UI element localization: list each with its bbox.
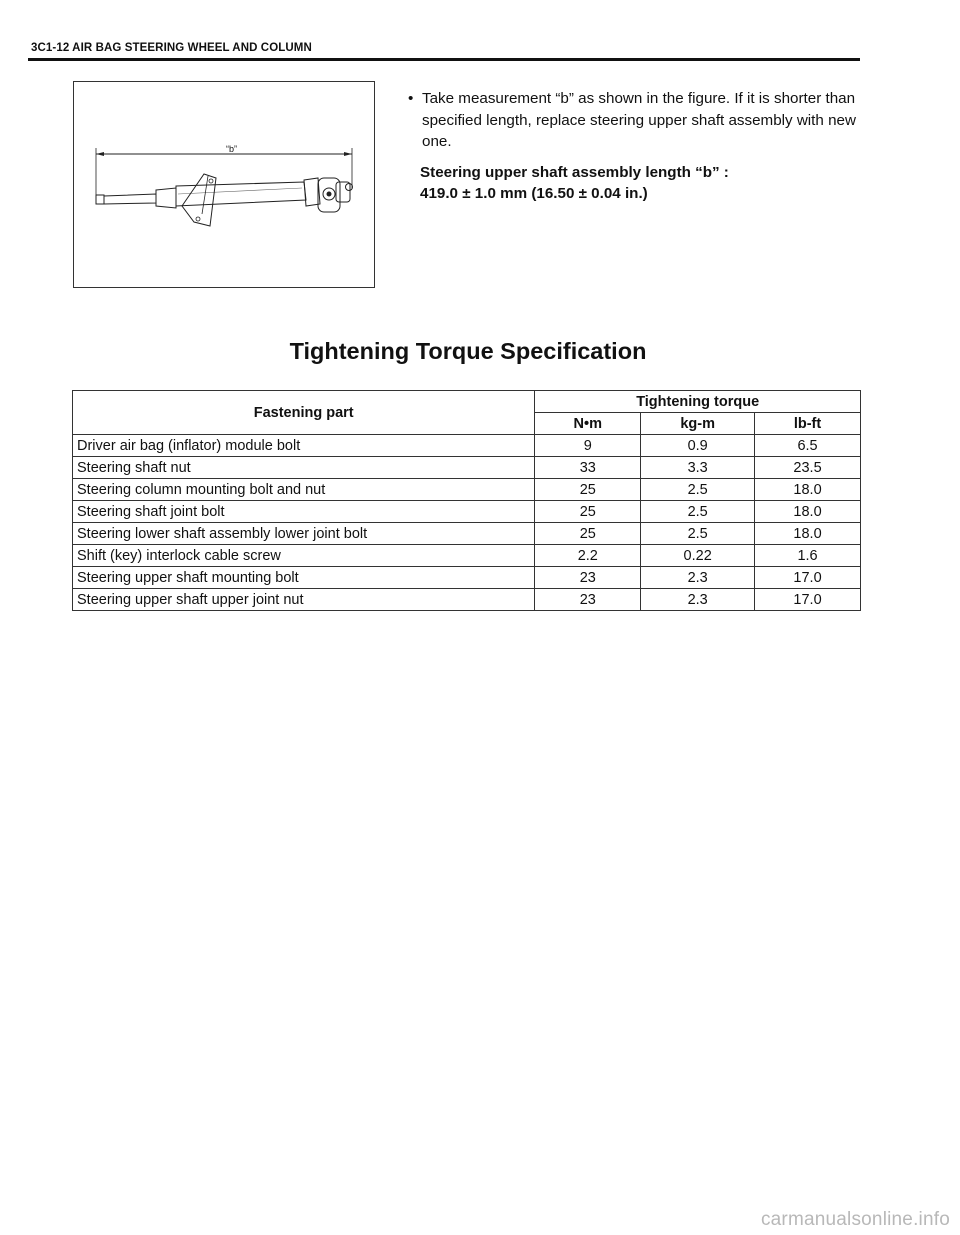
cell-lbft: 18.0 bbox=[755, 501, 861, 523]
cell-lbft: 18.0 bbox=[755, 479, 861, 501]
spec-value: 419.0 ± 1.0 mm (16.50 ± 0.04 in.) bbox=[420, 184, 648, 202]
steering-shaft-drawing bbox=[74, 82, 376, 289]
cell-kgm: 2.5 bbox=[641, 501, 755, 523]
cell-nm: 25 bbox=[535, 523, 641, 545]
table-header-row bbox=[73, 391, 861, 413]
cell-nm: 9 bbox=[535, 435, 641, 457]
cell-part: Steering shaft nut bbox=[73, 457, 535, 479]
watermark-link[interactable]: carmanualsonline.info bbox=[760, 1209, 950, 1230]
instructions-block bbox=[408, 88, 860, 204]
instruction-item bbox=[408, 88, 860, 153]
cell-nm: 25 bbox=[535, 479, 641, 501]
steering-shaft-figure bbox=[73, 81, 375, 288]
cell-part: Driver air bag (inflator) module bolt bbox=[73, 435, 535, 457]
cell-lbft: 17.0 bbox=[755, 589, 861, 611]
spec-block bbox=[420, 162, 860, 204]
column-header-tightening-torque: Tightening torque bbox=[535, 391, 861, 413]
cell-kgm: 0.9 bbox=[641, 435, 755, 457]
dimension-label-b: “b” bbox=[226, 144, 237, 154]
column-header-kgm: kg-m bbox=[641, 413, 755, 435]
cell-nm: 23 bbox=[535, 589, 641, 611]
table-row bbox=[73, 545, 861, 567]
table-row bbox=[73, 523, 861, 545]
cell-kgm: 2.3 bbox=[641, 567, 755, 589]
page-header-title: 3C1-12 AIR BAG STEERING WHEEL AND COLUMN bbox=[31, 42, 312, 54]
instruction-text: Take measurement “b” as shown in the figure. If it is shorter than specified length, replace steering upper shaft assembly with new one. bbox=[422, 90, 856, 150]
cell-lbft: 23.5 bbox=[755, 457, 861, 479]
cell-lbft: 18.0 bbox=[755, 523, 861, 545]
torque-spec-table bbox=[72, 390, 861, 611]
cell-lbft: 17.0 bbox=[755, 567, 861, 589]
cell-kgm: 2.5 bbox=[641, 479, 755, 501]
table-row bbox=[73, 479, 861, 501]
cell-nm: 2.2 bbox=[535, 545, 641, 567]
table-row bbox=[73, 567, 861, 589]
cell-kgm: 2.5 bbox=[641, 523, 755, 545]
cell-part: Shift (key) interlock cable screw bbox=[73, 545, 535, 567]
cell-lbft: 6.5 bbox=[755, 435, 861, 457]
spec-label: Steering upper shaft assembly length “b” : bbox=[420, 163, 729, 181]
cell-nm: 23 bbox=[535, 567, 641, 589]
bullet-marker: • bbox=[408, 90, 414, 107]
table-row bbox=[73, 589, 861, 611]
column-header-fastening-part: Fastening part bbox=[73, 391, 535, 435]
cell-part: Steering upper shaft mounting bolt bbox=[73, 567, 535, 589]
table-row bbox=[73, 501, 861, 523]
column-header-lbft: lb-ft bbox=[755, 413, 861, 435]
cell-nm: 33 bbox=[535, 457, 641, 479]
cell-part: Steering shaft joint bolt bbox=[73, 501, 535, 523]
cell-part: Steering column mounting bolt and nut bbox=[73, 479, 535, 501]
cell-kgm: 2.3 bbox=[641, 589, 755, 611]
header-divider bbox=[28, 58, 860, 61]
section-title: Tightening Torque Specification bbox=[289, 338, 647, 364]
column-header-nm: N•m bbox=[535, 413, 641, 435]
cell-nm: 25 bbox=[535, 501, 641, 523]
cell-kgm: 3.3 bbox=[641, 457, 755, 479]
cell-kgm: 0.22 bbox=[641, 545, 755, 567]
cell-lbft: 1.6 bbox=[755, 545, 861, 567]
cell-part: Steering lower shaft assembly lower joint bolt bbox=[73, 523, 535, 545]
cell-part: Steering upper shaft upper joint nut bbox=[73, 589, 535, 611]
table-row bbox=[73, 457, 861, 479]
table-row bbox=[73, 435, 861, 457]
